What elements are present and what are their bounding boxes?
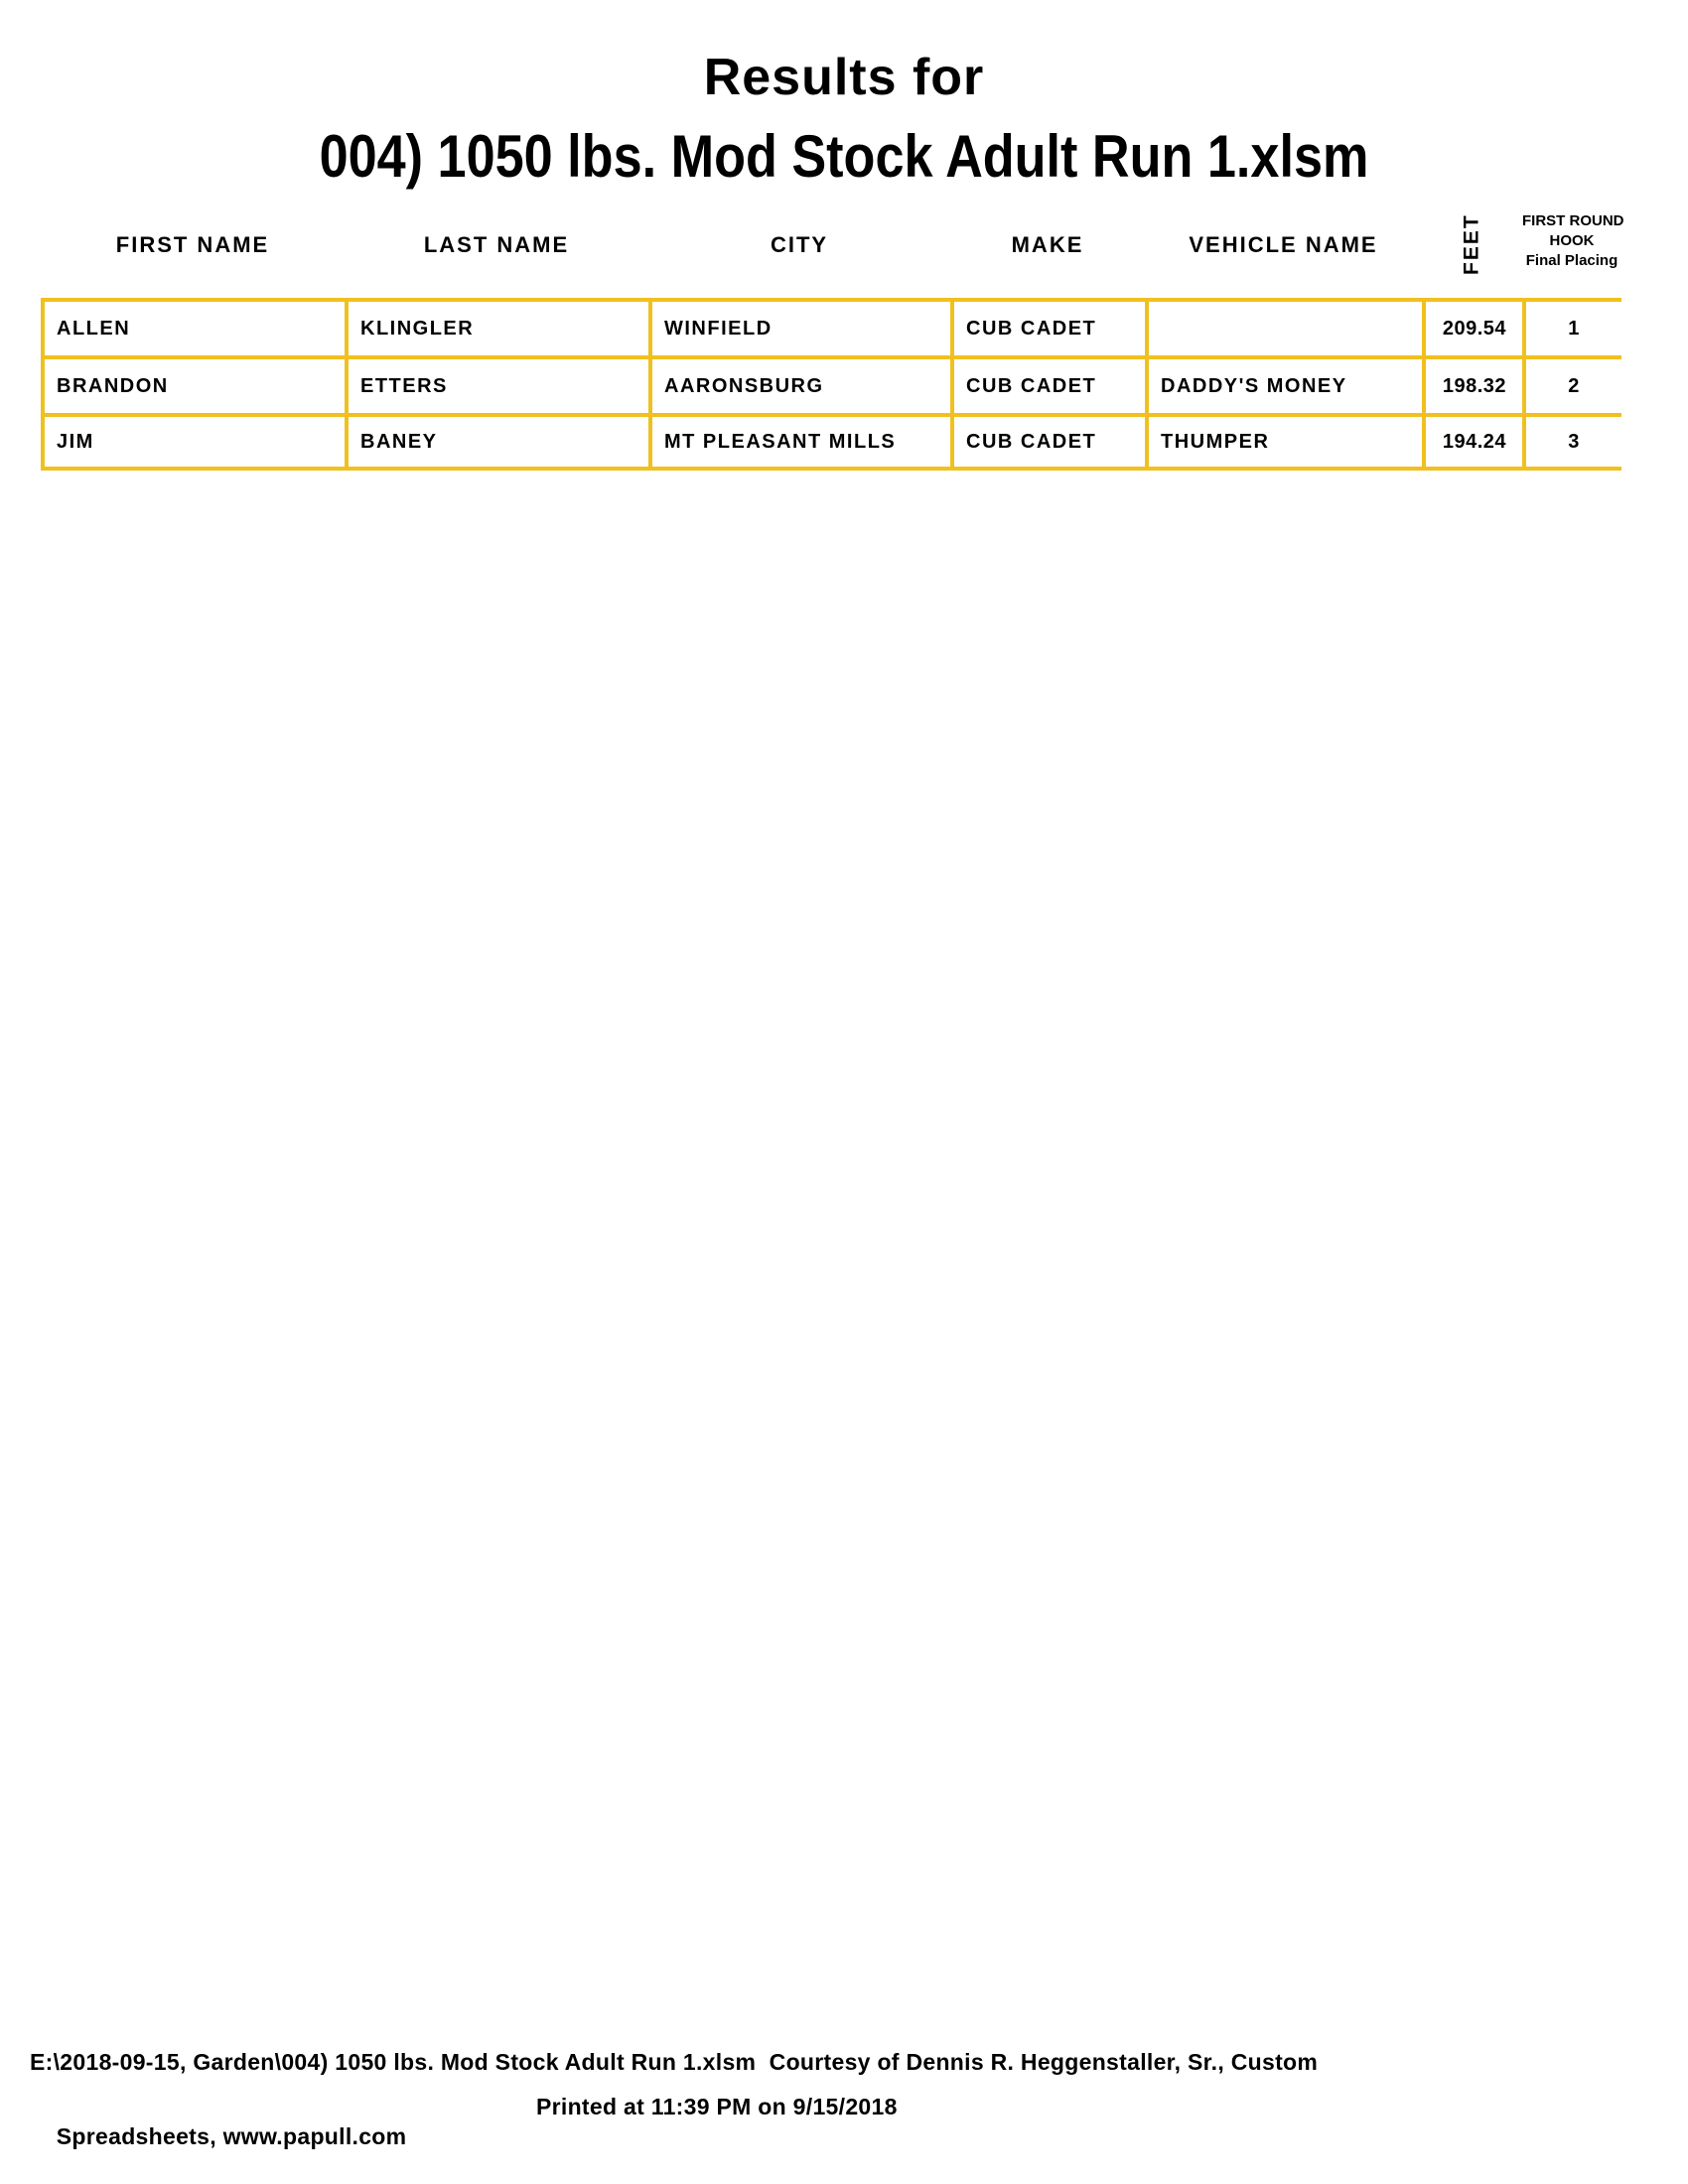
cell-placing: 2 xyxy=(1522,355,1621,413)
cell-city: MT PLEASANT MILLS xyxy=(648,413,950,471)
cell-feet: 194.24 xyxy=(1422,413,1522,471)
column-header-make: MAKE xyxy=(1011,232,1084,257)
cell-city: AARONSBURG xyxy=(648,355,950,413)
column-header-last-name: LAST NAME xyxy=(423,232,570,257)
cell-make: CUB CADET xyxy=(950,413,1145,471)
cell-feet: 209.54 xyxy=(1422,298,1522,355)
column-header-feet: FEET xyxy=(1460,213,1483,275)
cell-first-name: ALLEN xyxy=(41,298,345,355)
placing-header-line-1: FIRST ROUND xyxy=(1522,212,1624,229)
cell-vehicle-name: THUMPER xyxy=(1145,413,1422,471)
cell-placing: 1 xyxy=(1522,298,1621,355)
cell-placing: 3 xyxy=(1522,413,1621,471)
cell-feet: 198.32 xyxy=(1422,355,1522,413)
cell-vehicle-name xyxy=(1145,298,1422,355)
cell-make: CUB CADET xyxy=(950,298,1145,355)
cell-vehicle-name: DADDY'S MONEY xyxy=(1145,355,1422,413)
cell-make: CUB CADET xyxy=(950,355,1145,413)
column-header-final-placing xyxy=(1522,211,1624,271)
cell-first-name: BRANDON xyxy=(41,355,345,413)
cell-city: WINFIELD xyxy=(648,298,950,355)
results-table xyxy=(41,298,1621,471)
placing-header-line-3: Final Placing xyxy=(1525,252,1618,269)
footer-line-2 xyxy=(30,2092,1658,2184)
column-header-first-name: FIRST NAME xyxy=(115,232,270,257)
column-header-city: CITY xyxy=(770,232,829,257)
page-subtitle: 004) 1050 lbs. Mod Stock Adult Run 1.xlsm xyxy=(319,123,1369,190)
cell-last-name: KLINGLER xyxy=(345,298,648,355)
page-title: Results for xyxy=(703,49,985,106)
footer-printed-at: Printed at 11:39 PM on 9/15/2018 xyxy=(536,2094,898,2119)
cell-first-name: JIM xyxy=(41,413,345,471)
column-header-vehicle-name: VEHICLE NAME xyxy=(1189,232,1378,257)
placing-header-line-2: HOOK xyxy=(1549,232,1595,249)
footer-website: Spreadsheets, www.papull.com xyxy=(56,2123,407,2149)
cell-last-name: ETTERS xyxy=(345,355,648,413)
cell-last-name: BANEY xyxy=(345,413,648,471)
footer-file-path: E:\2018-09-15, Garden\004) 1050 lbs. Mod Stock Adult Run 1.xlsm Courtesy of Dennis R. Heggenstaller, Sr., Custom xyxy=(30,2049,1319,2075)
